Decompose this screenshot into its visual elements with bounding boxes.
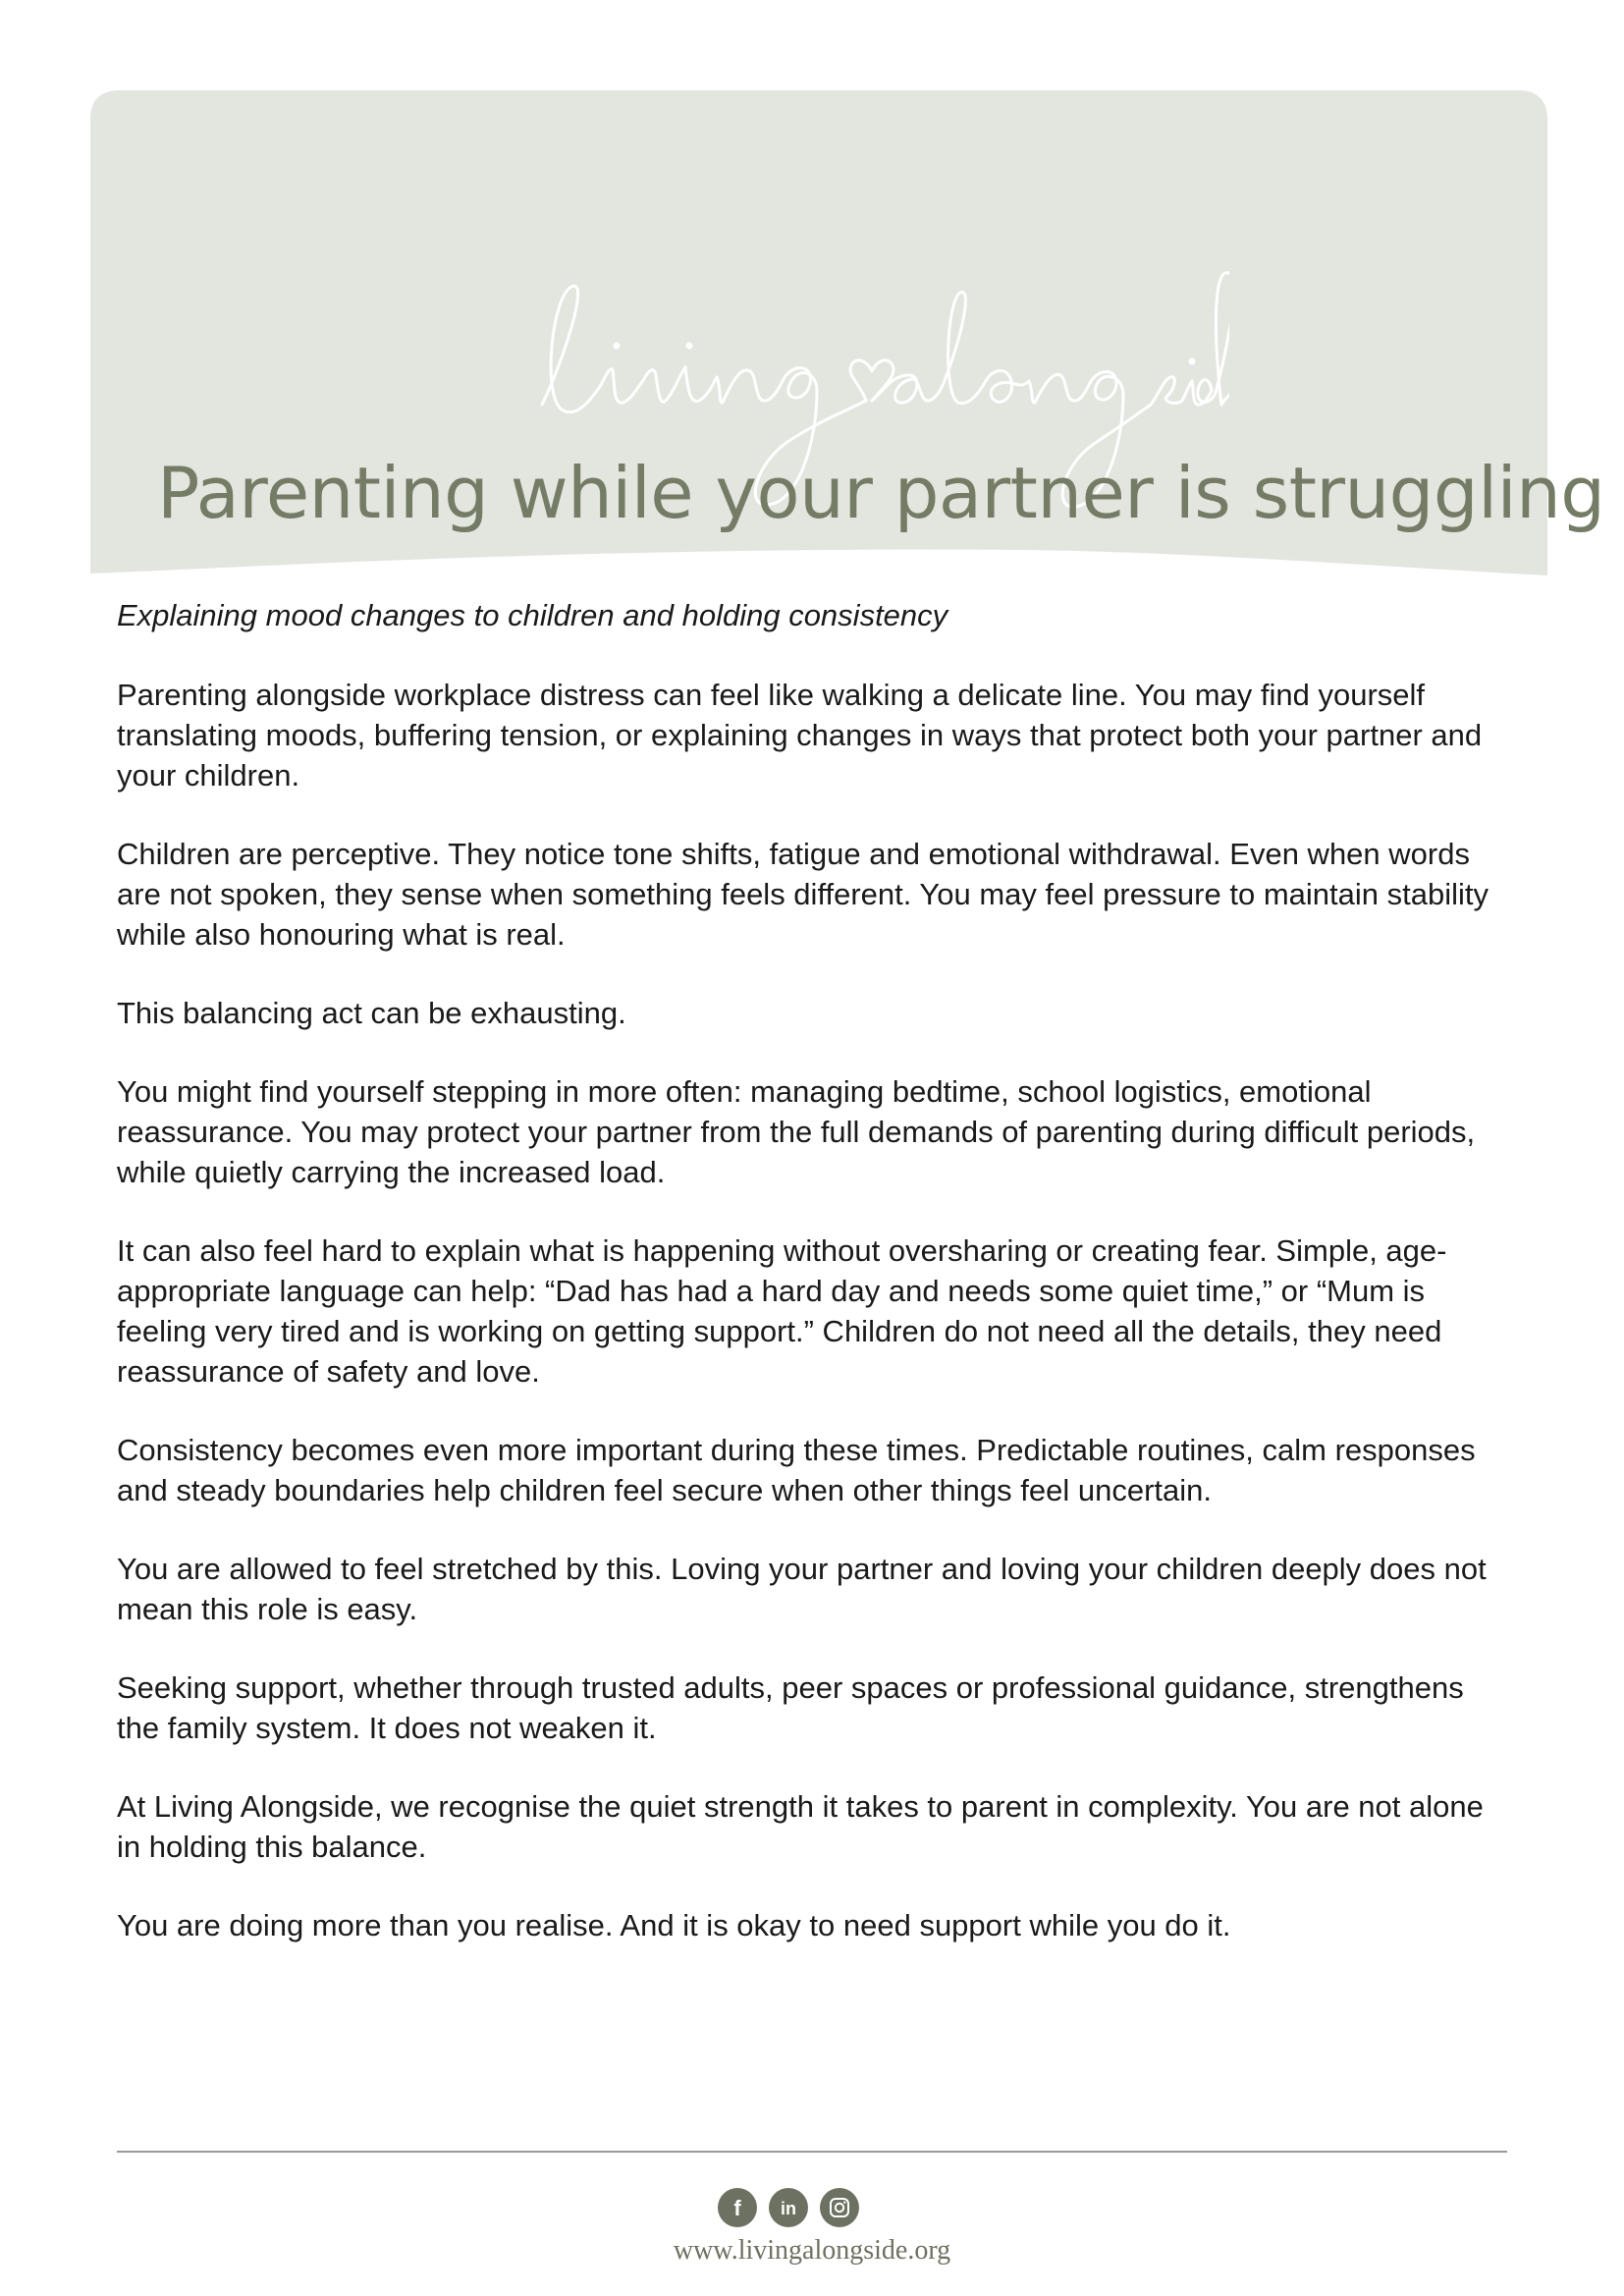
paragraph: You are allowed to feel stretched by this. Loving your partner and loving your children deeply does not mean this role is easy.: [117, 1552, 1487, 1626]
paragraph: Seeking support, whether through trusted adults, peer spaces or professional guidance, strengthens the family system. It does not weaken it.: [117, 1670, 1464, 1745]
paragraph: It can also feel hard to explain what is happening without oversharing or creating fear. Simple, age-appropriate language can help: “Dad has had a hard day and needs some quiet time,” or “Mum is feeling very tired and is working on getting support.” Children do not need all the details, they need reassurance of safety and love.: [117, 1233, 1447, 1389]
instagram-icon[interactable]: [820, 2188, 859, 2227]
paragraph: Children are perceptive. They notice tone shifts, fatigue and emotional withdrawal. Even when words are not spoken, they sense when something feels different. You may feel pressure to maintain stability while also honouring what is real.: [117, 837, 1489, 952]
article-subtitle: Explaining mood changes to children and holding consistency: [117, 598, 948, 632]
article-body: [117, 595, 1511, 1984]
page-title: Parenting while your partner is struggling: [157, 452, 1605, 534]
svg-text:in: in: [781, 2199, 796, 2218]
paragraph: At Living Alongside, we recognise the quiet strength it takes to parent in complexity. You are not alone in holding this balance.: [117, 1789, 1484, 1864]
facebook-icon[interactable]: [718, 2188, 757, 2227]
paragraph: Consistency becomes even more important during these times. Predictable routines, calm responses and steady boundaries help children feel secure when other things feel uncertain.: [117, 1433, 1476, 1507]
social-links: [718, 2188, 914, 2229]
paragraph: You are doing more than you realise. And it is okay to need support while you do it.: [117, 1908, 1231, 1942]
website-link[interactable]: www.livingalongside.org: [673, 2235, 951, 2266]
footer-divider: [117, 2151, 1507, 2153]
header-panel: [90, 90, 1605, 583]
paragraph: Parenting alongside workplace distress can feel like walking a delicate line. You may find yourself translating moods, buffering tension, or explaining changes in ways that protect both your partner and your children.: [117, 678, 1483, 793]
svg-text:f: f: [733, 2196, 741, 2220]
linkedin-icon[interactable]: [769, 2188, 808, 2227]
paragraph: This balancing act can be exhausting.: [117, 996, 626, 1030]
paragraph: You might find yourself stepping in more often: managing bedtime, school logistics, emotional reassurance. You may protect your partner from the full demands of parenting during difficult periods, while quietly carrying the increased load.: [117, 1074, 1476, 1189]
